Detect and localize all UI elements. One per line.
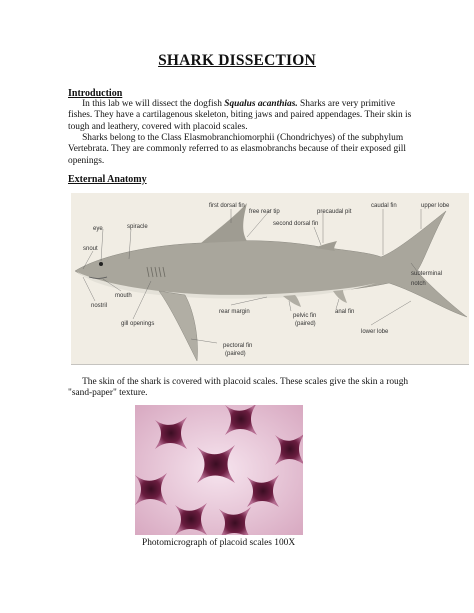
label-pelvic-paired: (paired) (295, 321, 316, 327)
label-notch: notch (411, 281, 426, 287)
label-caudal-fin: caudal fin (371, 203, 397, 209)
skin-paragraph-text: The skin of the shark is covered with placoid scales. These scales give the skin a rough "sand-paper" texture. (68, 377, 409, 399)
placoid-scales-photo (135, 405, 303, 535)
label-pelvic-fin: pelvic fin (293, 313, 317, 319)
label-pectoral-fin: pectoral fin (223, 343, 253, 349)
label-rear-margin: rear margin (219, 309, 250, 315)
paragraph-2-text: Sharks belong to the Class Elasmobranchiomorphii (Chondrichyes) of the subphylum Vertebrata. They are commonly referred to as elasmobranchs because of their exposed gill openings. (68, 133, 406, 166)
label-snout: snout (83, 246, 98, 252)
paragraph-1-end: Sharks are very primitive fishes. They have a cartilagenous skeleton, biting jaws and paired appendages. Their skin is tough and leathery, covered with placoid scales. (68, 99, 412, 132)
label-gill-openings: gill openings (121, 321, 155, 327)
introduction-heading: Introduction (68, 88, 123, 99)
introduction-paragraph-2 (68, 133, 413, 167)
label-mouth: mouth (115, 293, 132, 299)
paragraph-1-start: In this lab we will dissect the dogfish (82, 99, 225, 109)
skin-paragraph (68, 377, 418, 400)
label-pectoral-paired: (paired) (225, 351, 246, 357)
label-eye: eye (93, 226, 103, 232)
label-second-dorsal-fin: second dorsal fin (273, 221, 319, 227)
label-lower-lobe: lower lobe (361, 329, 389, 335)
introduction-paragraph-1 (68, 99, 413, 133)
label-nostril: nostril (91, 303, 108, 309)
label-free-rear-tip: free rear tip (249, 209, 280, 215)
label-anal-fin: anal fin (335, 309, 355, 315)
label-upper-lobe: upper lobe (421, 203, 450, 209)
shark-eye (99, 262, 103, 266)
shark-anatomy-diagram (71, 193, 469, 365)
page-title: SHARK DISSECTION (158, 52, 316, 69)
external-anatomy-heading: External Anatomy (68, 174, 147, 185)
species-name: Squalus acanthias. (224, 99, 298, 109)
label-spiracle: spiracle (127, 224, 148, 230)
label-first-dorsal-fin: first dorsal fin (209, 203, 245, 209)
label-precaudal-pit: precaudal pit (317, 209, 352, 215)
photo-caption: Photomicrograph of placoid scales 100X (142, 538, 296, 548)
label-subterminal: subterminal (411, 271, 443, 277)
